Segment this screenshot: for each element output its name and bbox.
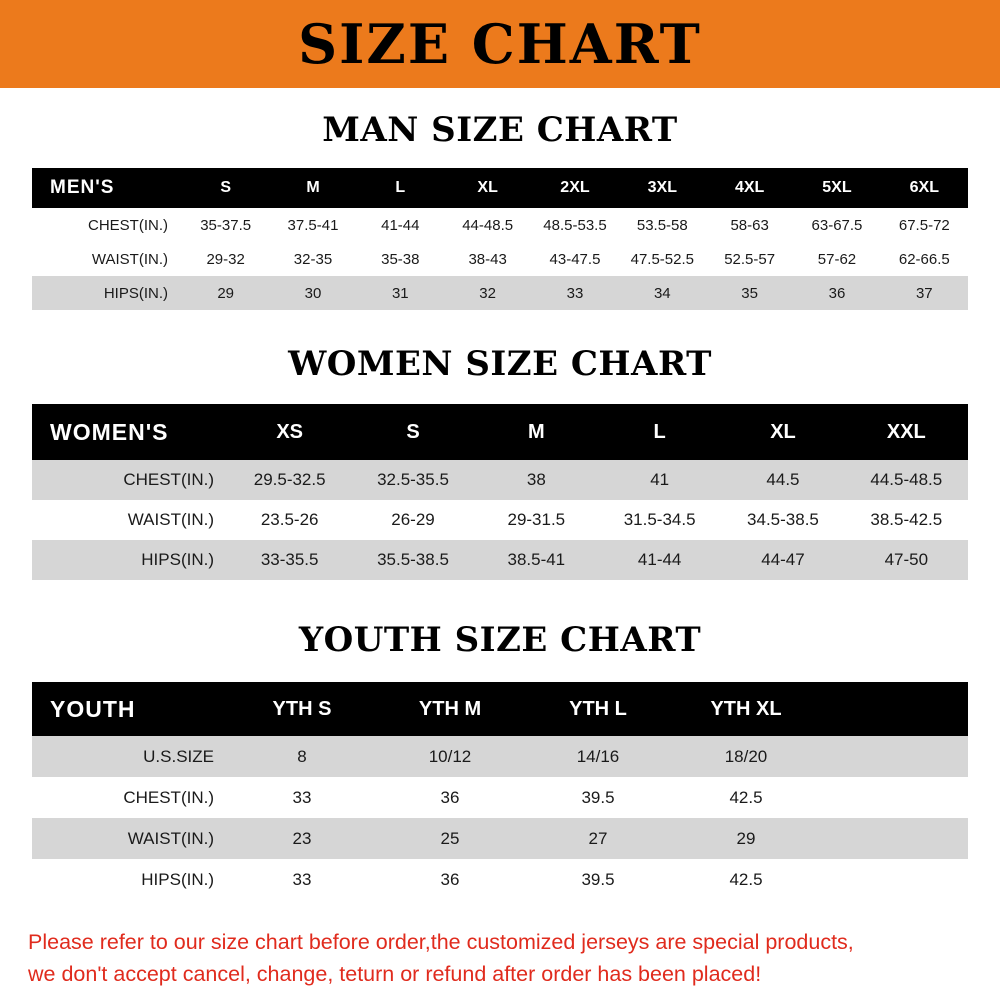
men-cell: 57-62: [793, 242, 880, 276]
men-cell: 53.5-58: [619, 208, 706, 242]
women-cell: 47-50: [845, 540, 968, 580]
women-cell: 34.5-38.5: [721, 500, 844, 540]
men-cell: 44-48.5: [444, 208, 531, 242]
men-cell: 32-35: [269, 242, 356, 276]
women-cell: 38.5-42.5: [845, 500, 968, 540]
women-header-cell: WOMEN'S: [32, 404, 228, 460]
women-section-title: WOMEN SIZE CHART: [288, 344, 712, 384]
table-row: [32, 242, 968, 276]
table-row: [32, 818, 968, 859]
women-table-header-row: [32, 404, 968, 460]
men-cell: 52.5-57: [706, 242, 793, 276]
women-cell: 44.5-48.5: [845, 460, 968, 500]
youth-cell: 36: [376, 859, 524, 900]
table-row: [32, 208, 968, 242]
youth-cell: 39.5: [524, 859, 672, 900]
men-cell: 62-66.5: [881, 242, 968, 276]
men-table-header-row: [32, 168, 968, 208]
men-cell: 29: [182, 276, 269, 310]
men-cell: 30: [269, 276, 356, 310]
youth-cell: 10/12: [376, 736, 524, 777]
youth-cell: 27: [524, 818, 672, 859]
youth-table-header-row: [32, 682, 968, 736]
table-row: [32, 859, 968, 900]
youth-header-cell: YTH M: [376, 682, 524, 736]
men-cell: 37: [881, 276, 968, 310]
table-row: [32, 460, 968, 500]
youth-cell: 36: [376, 777, 524, 818]
men-header-cell: MEN'S: [32, 168, 182, 208]
youth-cell: 33: [228, 859, 376, 900]
women-cell: 29-31.5: [475, 500, 598, 540]
table-row: [32, 500, 968, 540]
women-size-table: [32, 404, 968, 580]
youth-header-cell: YTH L: [524, 682, 672, 736]
youth-row-label: U.S.SIZE: [32, 736, 228, 777]
youth-header-cell: [820, 682, 968, 736]
men-cell: 48.5-53.5: [531, 208, 618, 242]
men-header-cell: 3XL: [619, 168, 706, 208]
women-cell: 44.5: [721, 460, 844, 500]
youth-cell: [820, 818, 968, 859]
men-cell: 63-67.5: [793, 208, 880, 242]
page-banner: [0, 0, 1000, 88]
women-cell: 33-35.5: [228, 540, 351, 580]
women-header-cell: M: [475, 404, 598, 460]
women-cell: 29.5-32.5: [228, 460, 351, 500]
men-size-table: [32, 168, 968, 310]
women-cell: 35.5-38.5: [351, 540, 474, 580]
men-header-cell: L: [357, 168, 444, 208]
men-cell: 38-43: [444, 242, 531, 276]
men-row-label: HIPS(IN.): [32, 276, 182, 310]
return-policy-note: [28, 926, 972, 991]
men-cell: 41-44: [357, 208, 444, 242]
youth-cell: 33: [228, 777, 376, 818]
women-cell: 44-47: [721, 540, 844, 580]
men-cell: 67.5-72: [881, 208, 968, 242]
youth-cell: 25: [376, 818, 524, 859]
men-header-cell: 4XL: [706, 168, 793, 208]
women-cell: 38.5-41: [475, 540, 598, 580]
men-cell: 37.5-41: [269, 208, 356, 242]
men-cell: 35-37.5: [182, 208, 269, 242]
table-row: [32, 276, 968, 310]
men-header-cell: 5XL: [793, 168, 880, 208]
youth-row-label: CHEST(IN.): [32, 777, 228, 818]
women-cell: 26-29: [351, 500, 474, 540]
women-section: [0, 310, 1000, 580]
men-header-cell: M: [269, 168, 356, 208]
women-cell: 41-44: [598, 540, 721, 580]
men-cell: 29-32: [182, 242, 269, 276]
youth-cell: 23: [228, 818, 376, 859]
men-section-title: MAN SIZE CHART: [322, 110, 678, 150]
youth-row-label: HIPS(IN.): [32, 859, 228, 900]
youth-section-title: YOUTH SIZE CHART: [298, 620, 702, 660]
men-header-cell: XL: [444, 168, 531, 208]
women-row-label: HIPS(IN.): [32, 540, 228, 580]
note-line-1: Please refer to our size chart before order,the customized jerseys are special products,: [28, 930, 854, 954]
women-header-cell: S: [351, 404, 474, 460]
youth-cell: [820, 736, 968, 777]
women-header-cell: L: [598, 404, 721, 460]
youth-cell: 42.5: [672, 859, 820, 900]
table-row: [32, 736, 968, 777]
youth-cell: 14/16: [524, 736, 672, 777]
note-line-2: we don't accept cancel, change, teturn or refund after order has been placed!: [28, 962, 762, 987]
youth-section: [0, 580, 1000, 900]
youth-cell: [820, 777, 968, 818]
women-cell: 23.5-26: [228, 500, 351, 540]
youth-header-cell: YOUTH: [32, 682, 228, 736]
men-section: [0, 88, 1000, 310]
men-cell: 35-38: [357, 242, 444, 276]
women-header-cell: XL: [721, 404, 844, 460]
youth-cell: 18/20: [672, 736, 820, 777]
men-cell: 58-63: [706, 208, 793, 242]
page-title: SIZE CHART: [298, 12, 702, 76]
men-header-cell: 6XL: [881, 168, 968, 208]
youth-cell: [820, 859, 968, 900]
men-cell: 43-47.5: [531, 242, 618, 276]
men-cell: 36: [793, 276, 880, 310]
men-row-label: WAIST(IN.): [32, 242, 182, 276]
men-cell: 35: [706, 276, 793, 310]
men-cell: 31: [357, 276, 444, 310]
women-row-label: WAIST(IN.): [32, 500, 228, 540]
men-header-cell: S: [182, 168, 269, 208]
women-cell: 31.5-34.5: [598, 500, 721, 540]
youth-row-label: WAIST(IN.): [32, 818, 228, 859]
men-cell: 32: [444, 276, 531, 310]
youth-cell: 8: [228, 736, 376, 777]
table-row: [32, 777, 968, 818]
table-row: [32, 540, 968, 580]
youth-header-cell: YTH XL: [672, 682, 820, 736]
youth-cell: 29: [672, 818, 820, 859]
men-row-label: CHEST(IN.): [32, 208, 182, 242]
men-cell: 33: [531, 276, 618, 310]
youth-cell: 42.5: [672, 777, 820, 818]
women-cell: 32.5-35.5: [351, 460, 474, 500]
youth-header-cell: YTH S: [228, 682, 376, 736]
women-header-cell: XS: [228, 404, 351, 460]
women-cell: 41: [598, 460, 721, 500]
youth-size-table: [32, 682, 968, 900]
men-cell: 47.5-52.5: [619, 242, 706, 276]
women-header-cell: XXL: [845, 404, 968, 460]
women-row-label: CHEST(IN.): [32, 460, 228, 500]
women-cell: 38: [475, 460, 598, 500]
youth-cell: 39.5: [524, 777, 672, 818]
men-header-cell: 2XL: [531, 168, 618, 208]
men-cell: 34: [619, 276, 706, 310]
